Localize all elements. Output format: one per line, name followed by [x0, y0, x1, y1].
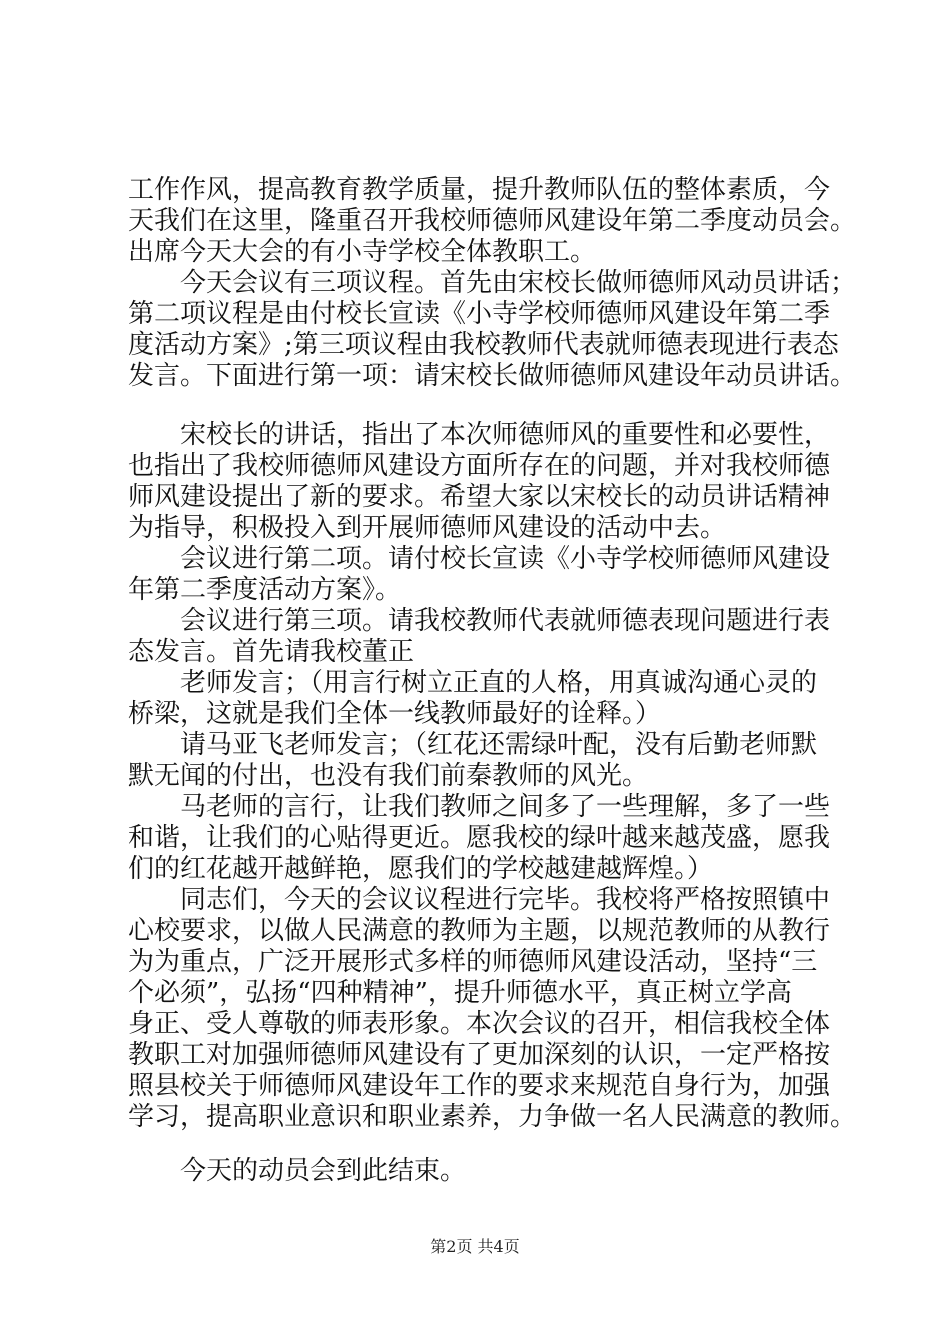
text-line: 度活动方案》;第三项议程由我校教师代表就师德表现进行表态 — [128, 330, 839, 360]
text-line: 第二项议程是由付校长宣读《小寺学校师德师风建设年第二季 — [128, 299, 831, 329]
text-line: 请马亚飞老师发言；（红花还需绿叶配，没有后勤老师默 — [180, 730, 818, 760]
text-line: 和谐，让我们的心贴得更近。愿我校的绿叶越来越茂盛，愿我 — [128, 823, 831, 853]
text-line: 默无闻的付出，也没有我们前秦教师的风光。 — [128, 761, 649, 791]
text-line: 宋校长的讲话，指出了本次师德师风的重要性和必要性， — [180, 420, 831, 450]
text-line: 今天的动员会到此结束。 — [180, 1156, 467, 1186]
text-line: 个必须”，弘扬“四种精神”，提升师德水平，真正树立学高 — [128, 978, 792, 1008]
text-line: 教职工对加强师德师风建设有了更加深刻的认识，一定严格按 — [128, 1040, 831, 1070]
text-line: 心校要求，以做人民满意的教师为主题，以规范教师的从教行 — [128, 916, 831, 946]
page-number-footer: 第2页 共4页 — [430, 1237, 520, 1256]
text-line: 年第二季度活动方案》。 — [128, 575, 402, 605]
text-line: 发言。下面进行第一项：请宋校长做师德师风建设年动员讲话。 — [128, 361, 857, 391]
text-line: 天我们在这里，隆重召开我校师德师风建设年第二季度动员会。 — [128, 206, 857, 236]
text-line: 会议进行第二项。请付校长宣读《小寺学校师德师风建设 — [180, 544, 831, 574]
text-line: 老师发言；（用言行树立正直的人格，用真诚沟通心灵的 — [180, 668, 818, 698]
text-line: 出席今天大会的有小寺学校全体教职工。 — [128, 237, 597, 267]
text-line: 今天会议有三项议程。首先由宋校长做师德师风动员讲话； — [180, 268, 857, 298]
text-line: 们的红花越开越鲜艳，愿我们的学校越建越辉煌。） — [128, 854, 714, 884]
text-line: 师风建设提出了新的要求。希望大家以宋校长的动员讲话精神 — [128, 482, 831, 512]
text-line: 身正、受人尊敬的师表形象。本次会议的召开，相信我校全体 — [128, 1009, 831, 1039]
text-line: 会议进行第三项。请我校教师代表就师德表现问题进行表 — [180, 606, 831, 636]
text-line: 同志们，今天的会议议程进行完毕。我校将严格按照镇中 — [180, 885, 831, 915]
text-line: 为为重点，广泛开展形式多样的师德师风建设活动，坚持“三 — [128, 947, 818, 977]
text-line: 也指出了我校师德师风建设方面所存在的问题，并对我校师德 — [128, 451, 831, 481]
text-line: 马老师的言行，让我们教师之间多了一些理解，多了一些 — [180, 792, 831, 822]
text-line: 为指导，积极投入到开展师德师风建设的活动中去。 — [128, 513, 727, 543]
text-line: 学习，提高职业意识和职业素养，力争做一名人民满意的教师。 — [128, 1102, 857, 1132]
text-line: 照县校关于师德师风建设年工作的要求来规范自身行为，加强 — [128, 1071, 831, 1101]
text-line: 工作作风，提高教育教学质量，提升教师队伍的整体素质，今 — [128, 175, 831, 205]
text-line: 态发言。首先请我校董正 — [128, 637, 415, 667]
text-line: 桥梁，这就是我们全体一线教师最好的诠释。） — [128, 699, 662, 729]
